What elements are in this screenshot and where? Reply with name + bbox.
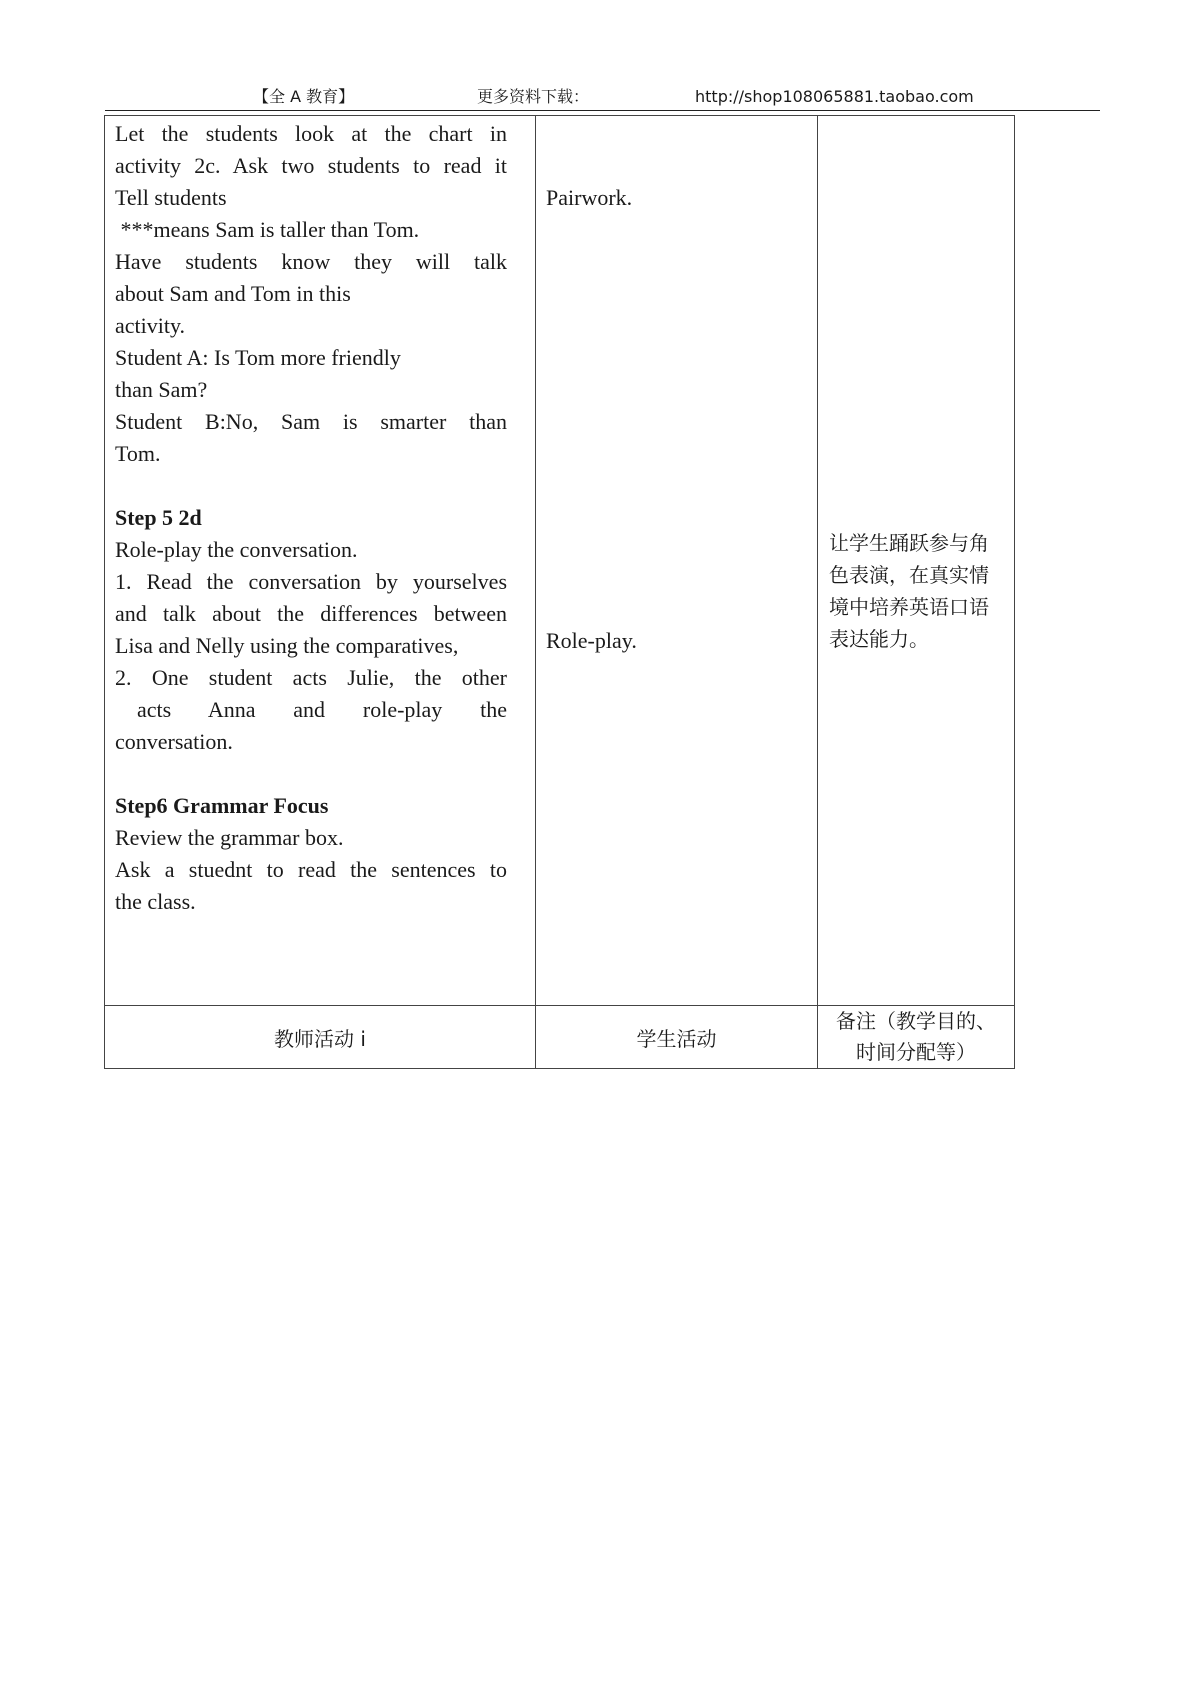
header-rule (105, 110, 1100, 111)
footer-student-label: 学生活动 (536, 1006, 818, 1069)
header-url[interactable]: http://shop108065881.taobao.com (695, 87, 974, 106)
footer-teacher-label: 教师活动 i (105, 1006, 536, 1069)
student-activity-pairwork: Pairwork. (546, 185, 633, 210)
notes-line: 让学生踊跃参与角 (829, 531, 989, 555)
teacher-line: than Sam? (115, 377, 208, 402)
teacher-line: the class. (115, 889, 196, 914)
teacher-line: ***means Sam is taller than Tom. (115, 217, 420, 242)
teacher-line: Ask a stuednt to read the sentences to (115, 857, 507, 882)
notes-cell (818, 116, 1015, 1006)
step-heading: Step6 Grammar Focus (115, 793, 329, 818)
teacher-line: Let the students look at the chart in (115, 121, 507, 146)
teacher-line: 2. One student acts Julie, the other (115, 665, 507, 690)
spacer (115, 470, 507, 502)
teacher-line: Tell students (115, 185, 227, 210)
page-header (0, 0, 1200, 115)
teacher-line: Review the grammar box. (115, 825, 344, 850)
teacher-line: about Sam and Tom in this (115, 281, 351, 306)
student-activity-cell (536, 116, 818, 1006)
teacher-line: activity. (115, 313, 186, 338)
step-heading: Step 5 2d (115, 505, 202, 530)
footer-notes-line1: 备注（教学目的、 (836, 1009, 996, 1033)
teacher-line: activity 2c. Ask two students to read it (115, 153, 507, 178)
notes-line: 境中培养英语口语 (829, 595, 989, 619)
footer-notes-label (818, 1006, 1015, 1069)
notes-line: 表达能力。 (829, 627, 929, 651)
table-row-footer (105, 1006, 1015, 1069)
lesson-plan-table (104, 115, 1015, 1069)
header-brand: 【全 A 教育】 (253, 87, 355, 106)
table-row-content (105, 116, 1015, 1006)
footer-notes-line2: 时间分配等） (856, 1040, 976, 1064)
notes-line: 色表演，在真实情 (829, 563, 989, 587)
header-download-label: 更多资料下载： (477, 87, 590, 106)
teacher-line: Tom. (115, 441, 161, 466)
teacher-line: Role-play the conversation. (115, 537, 358, 562)
teacher-line: Student A: Is Tom more friendly (115, 345, 401, 370)
teacher-line: conversation. (115, 729, 233, 754)
teacher-line: Have students know they will talk (115, 249, 507, 274)
teacher-line: Lisa and Nelly using the comparatives, (115, 633, 459, 658)
teacher-line: 1. Read the conversation by yourselves (115, 569, 507, 594)
teacher-line: acts Anna and role-play the (137, 697, 507, 722)
teacher-activity-cell (105, 116, 536, 1006)
student-activity-roleplay: Role-play. (546, 628, 637, 653)
teacher-line: Student B:No, Sam is smarter than (115, 409, 507, 434)
spacer (115, 758, 507, 790)
teacher-line: and talk about the differences between (115, 601, 507, 626)
